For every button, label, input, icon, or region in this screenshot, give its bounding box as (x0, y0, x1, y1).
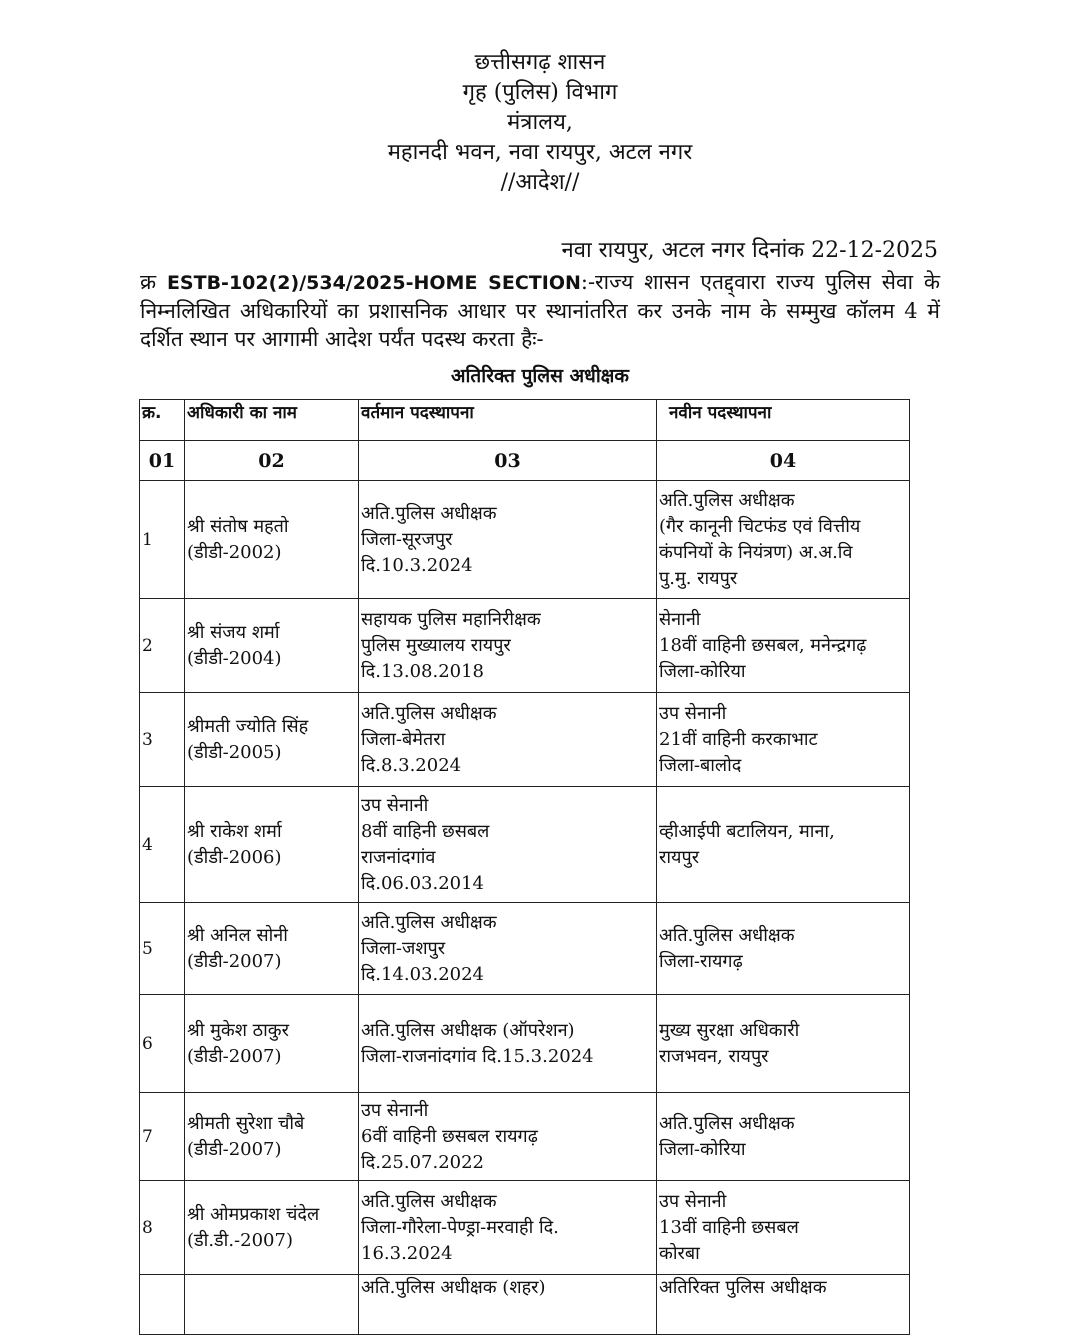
header-ministry: मंत्रालय, (507, 110, 573, 135)
current-posting-line: सहायक पुलिस महानिरीक्षक (361, 608, 541, 630)
new-posting-line: जिला-कोरिया (659, 660, 746, 682)
officer-name-line: (डीडी-2007) (187, 1138, 282, 1160)
new-posting-line: जिला-बालोद (659, 754, 742, 776)
new-posting-cell (657, 693, 910, 787)
officer-name-line: (डीडी-2007) (187, 950, 282, 972)
new-posting-cell (657, 995, 910, 1093)
officer-name-line: श्री संतोष महतो (187, 515, 289, 537)
table-row (140, 481, 910, 599)
officer-name-line: श्री अनिल सोनी (187, 924, 288, 946)
new-posting-line: रायपुर (659, 846, 700, 868)
table-header-row (140, 400, 910, 441)
officer-name-line: श्री संजय शर्मा (187, 621, 280, 643)
current-posting-cell (359, 1181, 657, 1275)
row-serial: 1 (140, 481, 185, 599)
current-posting-line: दि.14.03.2024 (361, 963, 485, 985)
officer-name-cell (185, 1275, 359, 1335)
officer-name-line: (डीडी-2004) (187, 647, 282, 669)
row-serial: 2 (140, 599, 185, 693)
new-posting-line: उप सेनानी (659, 702, 727, 724)
table-row (140, 903, 910, 995)
new-posting-line: 21वीं वाहिनी करकाभाट (659, 728, 818, 750)
new-posting-line: सेनानी (659, 608, 701, 630)
officer-name-cell (185, 1181, 359, 1275)
officer-name-line: श्री ओमप्रकाश चंदेल (187, 1203, 320, 1225)
current-posting-cell (359, 1275, 657, 1335)
header-address: महानदी भवन, नवा रायपुर, अटल नगर (387, 140, 693, 165)
new-posting-line: पु.मु. रायपुर (659, 567, 738, 589)
new-posting-line: (गैर कानूनी चिटफंड एवं वित्तीय (659, 515, 861, 537)
officer-name-line: (डी.डी.-2007) (187, 1229, 293, 1251)
new-posting-cell (657, 1181, 910, 1275)
new-posting-line: कोरबा (659, 1242, 700, 1264)
new-posting-line: जिला-रायगढ़ (659, 950, 743, 972)
new-posting-line: 13वीं वाहिनी छसबल (659, 1216, 799, 1238)
transfer-table (139, 399, 910, 1335)
current-posting-line: राजनांदगांव (361, 846, 436, 868)
current-posting-line: अति.पुलिस अधीक्षक (361, 1190, 497, 1212)
officer-name-cell (185, 599, 359, 693)
officer-name-line: श्रीमती ज्योति सिंह (187, 715, 309, 737)
header-current-posting: वर्तमान पदस्थापना (359, 400, 657, 441)
new-posting-cell (657, 599, 910, 693)
table-row (140, 1275, 910, 1335)
officer-name-cell (185, 481, 359, 599)
order-prefix: क्र (140, 270, 157, 294)
row-serial: 6 (140, 995, 185, 1093)
current-posting-line: दि.13.08.2018 (361, 660, 485, 682)
row-serial: 5 (140, 903, 185, 995)
current-posting-line: 16.3.2024 (361, 1242, 453, 1264)
current-posting-line: दि.25.07.2022 (361, 1151, 485, 1173)
document-header (0, 48, 1080, 198)
new-posting-line: कंपनियों के नियंत्रण) अ.अ.वि (659, 541, 853, 563)
new-posting-cell (657, 903, 910, 995)
row-serial: 3 (140, 693, 185, 787)
current-posting-cell (359, 903, 657, 995)
current-posting-line: पुलिस मुख्यालय रायपुर (361, 634, 511, 656)
current-posting-line: दि.10.3.2024 (361, 554, 473, 576)
column-number: 03 (359, 441, 657, 481)
officer-name-cell (185, 693, 359, 787)
column-number: 02 (185, 441, 359, 481)
row-serial: 4 (140, 787, 185, 903)
current-posting-line: अति.पुलिस अधीक्षक (361, 911, 497, 933)
header-officer-name: अधिकारी का नाम (185, 400, 359, 441)
new-posting-line: मुख्य सुरक्षा अधिकारी (659, 1019, 800, 1041)
new-posting-line: अति.पुलिस अधीक्षक (659, 489, 795, 511)
new-posting-cell (657, 1093, 910, 1181)
current-posting-line: अति.पुलिस अधीक्षक (ऑपरेशन) (361, 1019, 575, 1041)
current-posting-line: उप सेनानी (361, 1099, 429, 1121)
column-number: 04 (657, 441, 910, 481)
order-paragraph (140, 268, 940, 353)
current-posting-line: 6वीं वाहिनी छसबल रायगढ़ (361, 1125, 538, 1147)
header-order-title: //आदेश// (500, 170, 580, 195)
current-posting-line: 8वीं वाहिनी छसबल (361, 820, 490, 842)
officer-name-line: श्री राकेश शर्मा (187, 820, 282, 842)
current-posting-line: उप सेनानी (361, 794, 429, 816)
officer-name-cell (185, 787, 359, 903)
new-posting-line: अति.पुलिस अधीक्षक (659, 1112, 795, 1134)
table-row (140, 787, 910, 903)
current-posting-line: जिला-सूरजपुर (361, 528, 453, 550)
current-posting-cell (359, 693, 657, 787)
officer-name-line: श्री मुकेश ठाकुर (187, 1019, 289, 1041)
current-posting-line: अति.पुलिस अधीक्षक (शहर) (361, 1277, 546, 1298)
officer-name-cell (185, 995, 359, 1093)
officer-name-line: श्रीमती सुरेशा चौबे (187, 1112, 305, 1134)
current-posting-line: अति.पुलिस अधीक्षक (361, 502, 497, 524)
header-department: गृह (पुलिस) विभाग (462, 80, 618, 105)
new-posting-line: उप सेनानी (659, 1190, 727, 1212)
order-reference: ESTB-102(2)/534/2025-HOME SECTION (166, 272, 581, 294)
new-posting-line: 18वीं वाहिनी छसबल, मनेन्द्रगढ़ (659, 634, 867, 656)
current-posting-cell (359, 599, 657, 693)
officer-name-line: (डीडी-2005) (187, 741, 282, 763)
row-serial: 8 (140, 1181, 185, 1275)
header-new-posting: नवीन पदस्थापना (657, 400, 910, 441)
table-body (140, 481, 910, 1335)
row-serial (140, 1275, 185, 1335)
current-posting-line: दि.8.3.2024 (361, 754, 462, 776)
current-posting-line: जिला-राजनांदगांव दि.15.3.2024 (361, 1045, 594, 1067)
table-row (140, 995, 910, 1093)
officer-name-cell (185, 1093, 359, 1181)
new-posting-cell (657, 787, 910, 903)
current-posting-cell (359, 787, 657, 903)
row-serial: 7 (140, 1093, 185, 1181)
header-government: छत्तीसगढ़ शासन (474, 50, 606, 75)
current-posting-line: अति.पुलिस अधीक्षक (361, 702, 497, 724)
table-row (140, 1093, 910, 1181)
new-posting-line: जिला-कोरिया (659, 1138, 746, 1160)
officer-name-line: (डीडी-2006) (187, 846, 282, 868)
current-posting-cell (359, 995, 657, 1093)
table-row (140, 1181, 910, 1275)
new-posting-line: अति.पुलिस अधीक्षक (659, 924, 795, 946)
current-posting-line: जिला-जशपुर (361, 937, 446, 959)
order-body: :-राज्य शासन एतद्द्वारा राज्य पुलिस सेवा के निम्नलिखित अधिकारियों का प्रशासनिक आधार पर स्थानांतरित कर उनके नाम के सम्मुख कॉलम 4 में दर्शित स्थान पर आगामी आदेश पर्यंत पदस्थ करता हैः- (140, 270, 940, 351)
current-posting-cell (359, 1093, 657, 1181)
officer-name-cell (185, 903, 359, 995)
table-row (140, 693, 910, 787)
current-posting-line: दि.06.03.2014 (361, 872, 485, 894)
section-title: अतिरिक्त पुलिस अधीक्षक (451, 365, 629, 387)
current-posting-line: जिला-बेमेतरा (361, 728, 446, 750)
dateline: नवा रायपुर, अटल नगर दिनांक 22-12-2025 (561, 238, 938, 263)
table-row (140, 599, 910, 693)
current-posting-cell (359, 481, 657, 599)
header-serial: क्र. (140, 400, 185, 441)
column-number-row (140, 441, 910, 481)
new-posting-cell (657, 1275, 910, 1335)
officer-name-line: (डीडी-2002) (187, 541, 282, 563)
new-posting-line: व्हीआईपी बटालियन, माना, (659, 820, 835, 842)
column-number: 01 (140, 441, 185, 481)
new-posting-line: अतिरिक्त पुलिस अधीक्षक (659, 1277, 827, 1298)
current-posting-line: जिला-गौरेला-पेण्ड्रा-मरवाही दि. (361, 1216, 559, 1238)
new-posting-cell (657, 481, 910, 599)
new-posting-line: राजभवन, रायपुर (659, 1045, 769, 1067)
officer-name-line: (डीडी-2007) (187, 1045, 282, 1067)
